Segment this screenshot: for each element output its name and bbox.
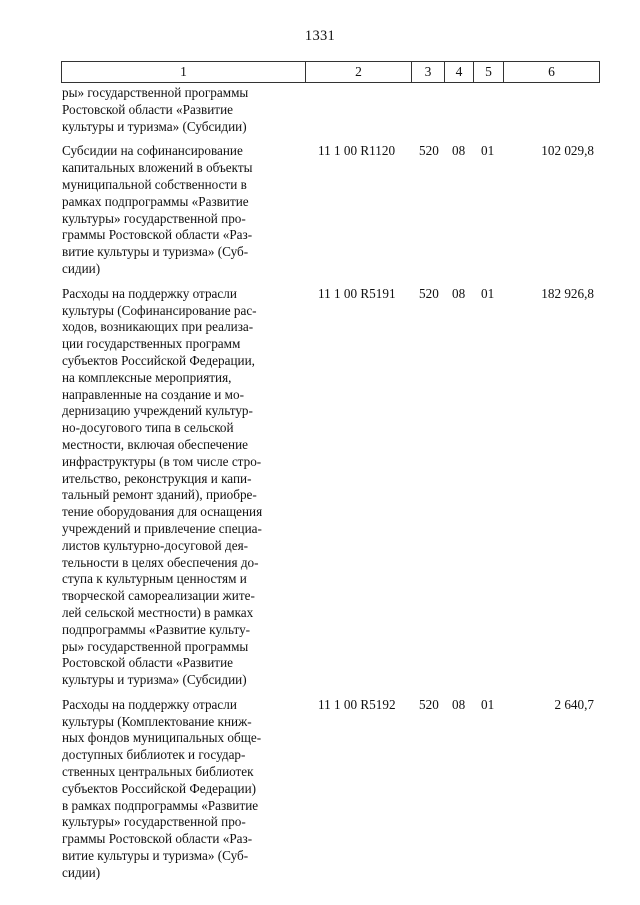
row-target-code: 11 1 00 R5191 (318, 285, 396, 301)
table-row (62, 85, 599, 135)
table-row (62, 697, 599, 882)
row-subsection: 01 (481, 285, 495, 301)
row-expense-type: 520 (419, 696, 439, 712)
table-header (61, 61, 600, 83)
row-expense-type: 520 (419, 285, 439, 301)
column-header-4: 4 (445, 62, 474, 83)
row-subsection: 01 (481, 143, 495, 159)
row-description: ры» государственной программы Ростовской области «Развитие культуры и туризма» (Субсидии) (62, 85, 249, 134)
row-description: Расходы на поддержку отрасли культуры (Софинансирование рас- ходов, возникающих при реализа- ции государственных программ субъектов Российской Федерации, на комплексные мероприятия, направленные на создание и мо- дернизацию учреждений культур- но-досугового типа в сельской местности, включая обеспечение инфраструктуры (в том числе стро- ительство, реконструкция и капи- тальный ремонт зданий), приобре- тение оборудования для оснащения учреждений и привлечение специа- листов культурно-досуговой дея- тельности в целях обеспечения до- ступа к культурным ценностям и творческой самореализации жите- лей сельской местности) в рамках подпрограммы «Развитие культу- ры» государственной программы Ростовской области «Развитие культуры и туризма» (Субсидии) (62, 285, 263, 688)
column-header-3: 3 (412, 62, 445, 83)
row-amount: 182 926,8 (541, 285, 594, 301)
row-section: 08 (452, 285, 466, 301)
table-row (62, 286, 599, 689)
row-expense-type: 520 (419, 143, 439, 159)
budget-table-body (62, 85, 599, 890)
row-section: 08 (452, 143, 466, 159)
row-subsection: 01 (481, 696, 495, 712)
page-number: 1331 (304, 28, 336, 44)
row-section: 08 (452, 696, 466, 712)
row-amount: 2 640,7 (554, 696, 594, 712)
row-amount: 102 029,8 (541, 143, 594, 159)
row-description: Расходы на поддержку отрасли культуры (Комплектование книж- ных фондов муниципальных обще- доступных библиотек и государ- ственных центральных библиотек субъектов Российской Федерации) в рамках подпрограммы «Развитие культуры» государственной про- граммы Ростовской области «Раз- витие культуры и туризма» (Суб- сидии) (62, 696, 262, 880)
column-header-1: 1 (62, 62, 306, 83)
table-row (62, 143, 599, 277)
row-description: Субсидии на софинансирование капитальных вложений в объекты муниципальной собственности в рамках подпрограммы «Развитие культуры» государственной про- граммы Ростовской области «Раз- витие культуры и туризма» (Суб- сидии) (62, 143, 253, 276)
column-header-5: 5 (474, 62, 504, 83)
row-target-code: 11 1 00 R5192 (318, 696, 396, 712)
row-target-code: 11 1 00 R1120 (318, 143, 396, 159)
column-header-2: 2 (306, 62, 412, 83)
column-header-6: 6 (504, 62, 600, 83)
